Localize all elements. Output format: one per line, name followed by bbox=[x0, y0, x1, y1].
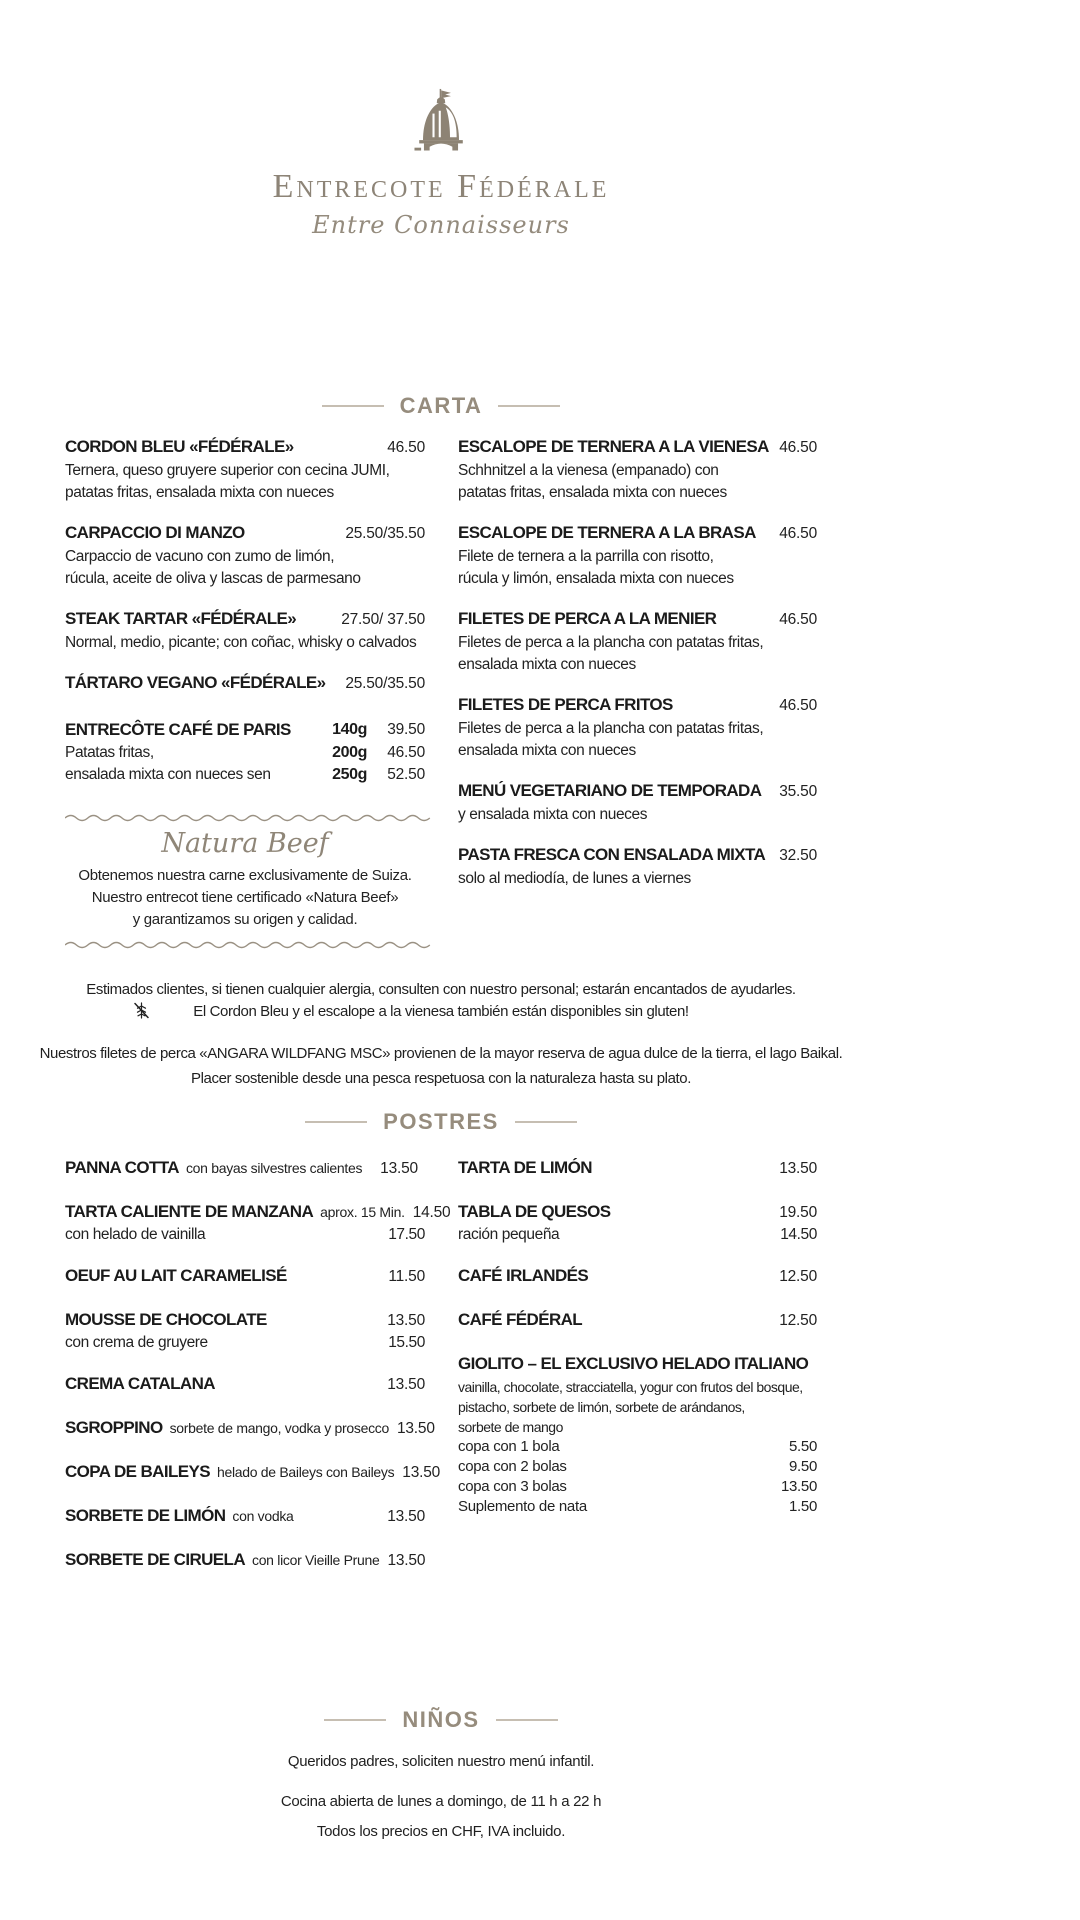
option-label: Suplemento de nata bbox=[458, 1498, 587, 1515]
item-description: Filete de ternera a la parrilla con risotto, bbox=[458, 548, 714, 565]
item-title: COPA DE BAILEYS bbox=[65, 1462, 210, 1481]
item-description: solo al mediodía, de lunes a viernes bbox=[458, 870, 691, 887]
item-note: con bayas silvestres calientes bbox=[185, 1160, 363, 1176]
item-description: pistacho, sorbete de limón, sorbete de arándanos, bbox=[458, 1399, 745, 1415]
item-title: TARTA CALIENTE DE MANZANA bbox=[65, 1202, 314, 1221]
item-price: 32.50 bbox=[779, 847, 817, 864]
item-description: patatas fritas, ensalada mixta con nueces bbox=[458, 484, 727, 501]
gluten-free-icon bbox=[133, 1001, 150, 1020]
divider-dash bbox=[496, 1719, 558, 1721]
opening-hours: Cocina abierta de lunes a domingo, de 11 h a 22 h bbox=[280, 1793, 602, 1810]
menu-item-steak-tartar bbox=[65, 607, 425, 654]
item-price: 46.50 bbox=[779, 611, 817, 628]
menu-item-escalope-brasa bbox=[458, 521, 817, 590]
item-description: ensalada mixta con nueces bbox=[458, 742, 636, 759]
menu-page bbox=[39, 0, 843, 1843]
item-price: 46.50 bbox=[779, 525, 817, 542]
item-title: FILETES DE PERCA FRITOS bbox=[458, 695, 673, 714]
option-label: copa con 3 bolas bbox=[458, 1478, 567, 1495]
item-sub-price: 14.50 bbox=[780, 1226, 817, 1243]
natura-beef-text: Obtenemos nuestra carne exclusivamente de Suiza. bbox=[78, 867, 412, 884]
item-price: 35.50 bbox=[779, 783, 817, 800]
dessert-item-mousse-chocolate bbox=[65, 1309, 425, 1354]
item-title: ESCALOPE DE TERNERA A LA BRASA bbox=[458, 523, 756, 542]
item-price: 13.50 bbox=[779, 1160, 817, 1177]
item-title: SGROPPINO bbox=[65, 1418, 163, 1437]
menu-item-carpaccio bbox=[65, 521, 425, 590]
postres-section-title: POSTRES bbox=[383, 1109, 499, 1134]
giolito-option bbox=[458, 1437, 817, 1457]
menu-item-perca-fritos bbox=[458, 693, 817, 762]
size-weight: 200g bbox=[332, 744, 367, 761]
perch-note: Placer sostenible desde una pesca respetuosa con la naturaleza hasta su plato. bbox=[191, 1070, 691, 1087]
item-price: 46.50 bbox=[779, 697, 817, 714]
divider-dash bbox=[322, 405, 384, 407]
item-price: 13.50 bbox=[402, 1464, 441, 1481]
item-price: 11.50 bbox=[388, 1268, 425, 1285]
item-description: Schhnitzel a la vienesa (empanado) con bbox=[458, 462, 719, 479]
dessert-item-sorbete-limon bbox=[65, 1505, 425, 1528]
giolito-option bbox=[458, 1477, 817, 1497]
item-price: 13.50 bbox=[380, 1160, 418, 1177]
dessert-item-cafe-irlandes bbox=[458, 1265, 817, 1288]
item-sub-price: 15.50 bbox=[388, 1334, 425, 1351]
menu-item-perca-menier bbox=[458, 607, 817, 676]
wavy-divider bbox=[65, 939, 431, 949]
allergy-notes bbox=[1, 979, 881, 1091]
item-description: vainilla, chocolate, stracciatella, yogur con frutos del bosque, bbox=[458, 1379, 803, 1395]
item-price: 13.50 bbox=[387, 1312, 425, 1329]
item-sub-label: ración pequeña bbox=[458, 1226, 560, 1243]
item-title: CARPACCIO DI MANZO bbox=[65, 523, 245, 542]
postres-section-header bbox=[65, 1107, 817, 1137]
perch-note: Nuestros filetes de perca «ANGARA WILDFANG MSC» provienen de la mayor reserva de agua dulce de la tierra, el lago Baikal. bbox=[39, 1045, 843, 1062]
brand-name: Entrecote Fédérale bbox=[272, 168, 610, 205]
option-price: 1.50 bbox=[789, 1498, 817, 1515]
dessert-item-crema-catalana bbox=[65, 1373, 425, 1396]
carta-section-header bbox=[65, 391, 817, 421]
size-price: 39.50 bbox=[387, 721, 425, 738]
menu-item-tartaro-vegano bbox=[65, 671, 425, 696]
item-description: Filetes de perca a la plancha con patatas fritas, bbox=[458, 720, 764, 737]
notes-spacer bbox=[1, 1023, 881, 1041]
dessert-item-tabla-quesos bbox=[458, 1201, 817, 1246]
item-title: MOUSSE DE CHOCOLATE bbox=[65, 1310, 267, 1329]
item-description: sorbete de mango bbox=[458, 1419, 563, 1435]
item-title: FILETES DE PERCA A LA MENIER bbox=[458, 609, 717, 628]
item-price: 46.50 bbox=[387, 439, 425, 456]
item-note: con vodka bbox=[232, 1508, 294, 1524]
option-price: 9.50 bbox=[789, 1458, 817, 1475]
carta-right-column bbox=[458, 435, 817, 949]
dessert-item-tarta-manzana bbox=[65, 1201, 451, 1246]
dessert-item-sorbete-ciruela bbox=[65, 1549, 425, 1572]
item-title: TABLA DE QUESOS bbox=[458, 1202, 611, 1221]
item-title: CAFÉ FÉDÉRAL bbox=[458, 1310, 583, 1329]
item-title: GIOLITO – EL EXCLUSIVO HELADO ITALIANO bbox=[458, 1354, 809, 1373]
option-price: 5.50 bbox=[789, 1438, 817, 1455]
item-description: Carpaccio de vacuno con zumo de limón, bbox=[65, 548, 335, 565]
item-description: ensalada mixta con nueces bbox=[458, 656, 636, 673]
wavy-divider bbox=[65, 812, 431, 822]
item-description: Ternera, queso gruyere superior con cecina JUMI, bbox=[65, 462, 390, 479]
item-price: 13.50 bbox=[387, 1552, 426, 1569]
item-price: 25.50/35.50 bbox=[345, 675, 425, 692]
postres-right-column bbox=[458, 1157, 817, 1593]
option-price: 13.50 bbox=[780, 1478, 817, 1495]
divider-dash bbox=[305, 1121, 367, 1123]
item-title: CREMA CATALANA bbox=[65, 1374, 215, 1393]
natura-beef-text: Nuestro entrecot tiene certificado «Natura Beef» bbox=[91, 889, 399, 906]
menu-item-entrecote-cafe-de-paris bbox=[65, 718, 425, 786]
ninos-note: Queridos padres, soliciten nuestro menú infantil. bbox=[287, 1753, 595, 1770]
brand-header bbox=[65, 0, 817, 241]
item-title: STEAK TARTAR «FÉDÉRALE» bbox=[65, 609, 297, 628]
natura-beef-box bbox=[65, 812, 425, 949]
allergy-note: Estimados clientes, si tienen cualquier alergia, consulten con nuestro personal; estarán encantados de ayudarles. bbox=[86, 981, 796, 998]
item-title: SORBETE DE CIRUELA bbox=[65, 1550, 245, 1569]
divider-dash bbox=[515, 1121, 577, 1123]
option-label: copa con 1 bola bbox=[458, 1438, 560, 1455]
item-description: ensalada mixta con nueces sen bbox=[65, 766, 271, 783]
item-description: rúcula y limón, ensalada mixta con nueces bbox=[458, 570, 734, 587]
dessert-item-copa-baileys bbox=[65, 1461, 441, 1484]
prices-note: Todos los precios en CHF, IVA incluido. bbox=[316, 1823, 566, 1840]
dessert-item-oeuf-au-lait bbox=[65, 1265, 425, 1288]
item-title: OEUF AU LAIT CARAMELISÉ bbox=[65, 1266, 287, 1285]
item-sub-label: con helado de vainilla bbox=[65, 1226, 206, 1243]
item-description: Filetes de perca a la plancha con patatas fritas, bbox=[458, 634, 764, 651]
item-title: ENTRECÔTE CAFÉ DE PARIS bbox=[65, 720, 291, 739]
item-price: 27.50/ 37.50 bbox=[341, 611, 425, 628]
dessert-item-tarta-limon bbox=[458, 1157, 817, 1180]
carta-left-column bbox=[65, 435, 425, 949]
carta-section-title: CARTA bbox=[399, 393, 483, 418]
item-price: 19.50 bbox=[779, 1204, 817, 1221]
item-title: PANNA COTTA bbox=[65, 1158, 179, 1177]
menu-item-escalope-vienesa bbox=[458, 435, 817, 504]
item-sub-price: 17.50 bbox=[388, 1226, 425, 1243]
size-price: 52.50 bbox=[387, 766, 425, 783]
entrecote-size-prices bbox=[321, 718, 425, 786]
menu-item-menu-vegetariano bbox=[458, 779, 817, 826]
federal-dome-logo-icon bbox=[409, 88, 473, 160]
divider-dash bbox=[324, 1719, 386, 1721]
postres-left-column bbox=[65, 1157, 451, 1593]
dessert-item-giolito bbox=[458, 1353, 817, 1517]
item-title: TÁRTARO VEGANO «FÉDÉRALE» bbox=[65, 673, 326, 692]
item-note: aprox. 15 Min. bbox=[320, 1204, 405, 1220]
item-price: 14.50 bbox=[412, 1204, 451, 1221]
dessert-item-cafe-federal bbox=[458, 1309, 817, 1332]
item-title: MENÚ VEGETARIANO DE TEMPORADA bbox=[458, 781, 762, 800]
ninos-section-title: NIÑOS bbox=[402, 1707, 480, 1732]
giolito-option bbox=[458, 1457, 817, 1477]
dessert-item-panna-cotta bbox=[65, 1157, 425, 1180]
brand-tagline: Entre Connaisseurs bbox=[312, 211, 570, 239]
item-description: patatas fritas, ensalada mixta con nueces bbox=[65, 484, 334, 501]
item-note: sorbete de mango, vodka y prosecco bbox=[169, 1420, 389, 1436]
divider-dash bbox=[498, 405, 560, 407]
item-title: CAFÉ IRLANDÉS bbox=[458, 1266, 589, 1285]
item-description: Patatas fritas, bbox=[65, 744, 154, 761]
item-title: CORDON BLEU «FÉDÉRALE» bbox=[65, 437, 294, 456]
natura-beef-text: y garantizamos su origen y calidad. bbox=[132, 911, 358, 928]
item-price: 13.50 bbox=[396, 1420, 435, 1437]
item-price: 46.50 bbox=[779, 439, 817, 456]
item-title: TARTA DE LIMÓN bbox=[458, 1158, 592, 1177]
item-description: Normal, medio, picante; con coñac, whisky o calvados bbox=[65, 634, 417, 651]
item-price: 12.50 bbox=[779, 1312, 817, 1329]
postres-columns bbox=[65, 1157, 817, 1593]
item-price: 13.50 bbox=[387, 1376, 425, 1393]
size-price: 46.50 bbox=[387, 744, 425, 761]
item-title: PASTA FRESCA CON ENSALADA MIXTA bbox=[458, 845, 766, 864]
ninos-section-header bbox=[65, 1705, 817, 1735]
item-note: con licor Vieille Prune bbox=[252, 1552, 380, 1568]
menu-item-pasta-fresca bbox=[458, 843, 817, 890]
item-title: SORBETE DE LIMÓN bbox=[65, 1506, 226, 1525]
size-weight: 250g bbox=[332, 766, 367, 783]
item-description: rúcula, aceite de oliva y lascas de parmesano bbox=[65, 570, 361, 587]
carta-columns bbox=[65, 435, 817, 949]
gluten-note: El Cordon Bleu y el escalope a la vienesa también están disponibles sin gluten! bbox=[193, 1003, 689, 1020]
item-sub-label: con crema de gruyere bbox=[65, 1334, 208, 1351]
natura-beef-heading: Natura Beef bbox=[161, 828, 329, 859]
item-title: ESCALOPE DE TERNERA A LA VIENESA bbox=[458, 437, 769, 456]
option-label: copa con 2 bolas bbox=[458, 1458, 567, 1475]
item-price: 25.50/35.50 bbox=[345, 525, 425, 542]
item-description: y ensalada mixta con nueces bbox=[458, 806, 648, 823]
item-note: helado de Baileys con Baileys bbox=[216, 1464, 395, 1480]
item-price: 13.50 bbox=[387, 1508, 425, 1525]
size-weight: 140g bbox=[332, 721, 367, 738]
item-price: 12.50 bbox=[779, 1268, 817, 1285]
dessert-item-sgroppino bbox=[65, 1417, 435, 1440]
menu-item-cordon-bleu bbox=[65, 435, 425, 504]
giolito-option bbox=[458, 1497, 817, 1517]
